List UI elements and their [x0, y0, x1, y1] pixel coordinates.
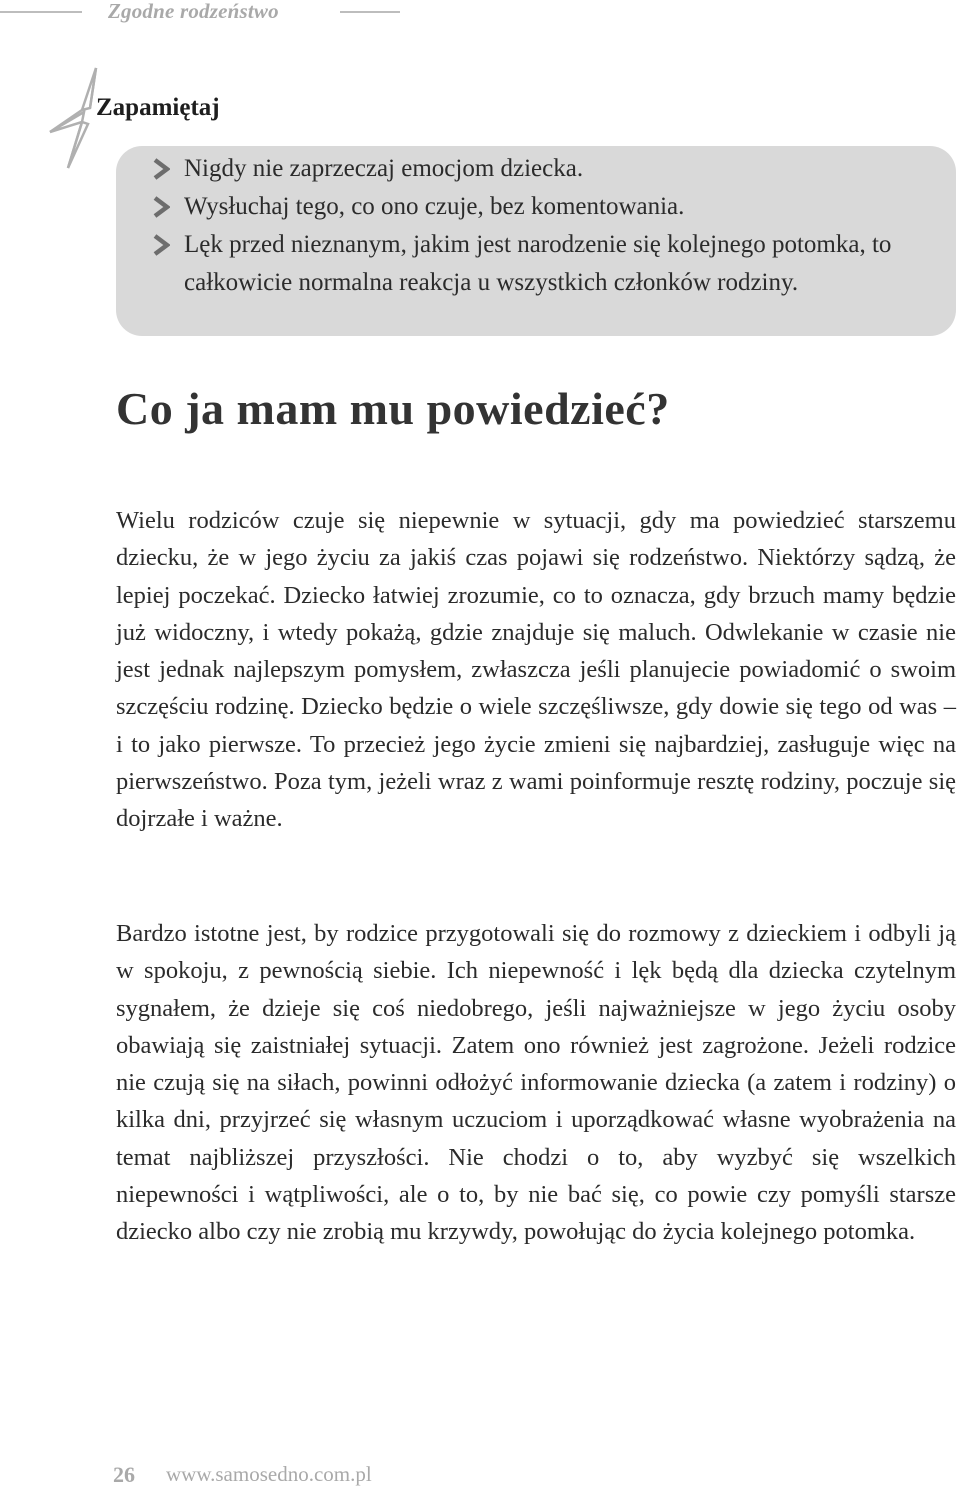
page-number: 26: [113, 1462, 135, 1487]
footer-url: www.samosedno.com.pl: [166, 1462, 372, 1486]
note-item-text: Nigdy nie zaprzeczaj emocjom dziecka.: [184, 155, 584, 182]
chevron-right-icon: [152, 234, 170, 256]
note-heading: Zapamiętaj: [96, 94, 220, 121]
header-rule-left: [0, 11, 82, 13]
note-item: [152, 226, 932, 302]
body-paragraph: Bardzo istotne jest, by rodzice przygotowali się do rozmowy z dzieckiem i odbyli ją w spokoju, z pewnością siebie. Ich niepewność i lęk będą dla dziecka czytelnym sygnałem, że dzieje się coś niedobrego, jeśli najważniejsze w jego życiu osoby obawiają się zaistniałej sytuacji. Zatem ono również jest zagrożone. Jeżeli rodzice nie czują się na siłach, powinni odłożyć informowanie dziecka (a zatem i rodziny) o kilka dni, przyjrzeć się własnym uczuciom i uporządkować własne wyobrażenia na temat najbliższej przyszłości. Nie chodzi o to, aby wyzbyć się wszelkich niepewności i wątpliwości, ale o to, by nie bać się, co powie czy pomyśli starsze dziecko albo czy nie zrobią mu krzywdy, powołując do życia kolejnego potomka.: [116, 920, 956, 1246]
header-rule-right: [340, 11, 400, 13]
note-item-text: Lęk przed nieznanym, jakim jest narodzenie się kolejnego potomka, to całkowicie normalna reakcja u wszystkich członków rodziny.: [184, 231, 892, 296]
chevron-right-icon: [152, 158, 170, 180]
note-item-text: Wysłuchaj tego, co ono czuje, bez komentowania.: [184, 193, 685, 220]
chevron-right-icon: [152, 196, 170, 218]
note-list: [152, 150, 932, 302]
note-item: [152, 150, 932, 188]
note-item: [152, 188, 932, 226]
running-head: [0, 0, 420, 24]
section-title: Co ja mam mu powiedzieć?: [116, 383, 670, 434]
running-head-title: Zgodne rodzeństwo: [108, 0, 279, 23]
body-paragraph: Wielu rodziców czuje się niepewnie w sytuacji, gdy ma powiedzieć starszemu dziecku, że w jego życiu za jakiś czas pojawi się rodzeństwo. Niektórzy sądzą, że lepiej poczekać. Dziecko łatwiej zrozumie, co to oznacza, gdy brzuch mamy będzie już widoczny, i wtedy pokażą, gdzie znajduje się maluch. Odwlekanie w czasie nie jest jednak najlepszym pomysłem, zwłaszcza jeśli planujecie powiadomić o swoim szczęściu rodzinę. Dziecko będzie o wiele szczęśliwsze, gdy dowie się tego od was – i to jako pierwsze. To przecież jego życie zmieni się najbardziej, zasługuje więc na pierwszeństwo. Poza tym, jeżeli wraz z wami poinformuje resztę rodziny, poczuje się dojrzałe i ważne.: [116, 507, 956, 833]
